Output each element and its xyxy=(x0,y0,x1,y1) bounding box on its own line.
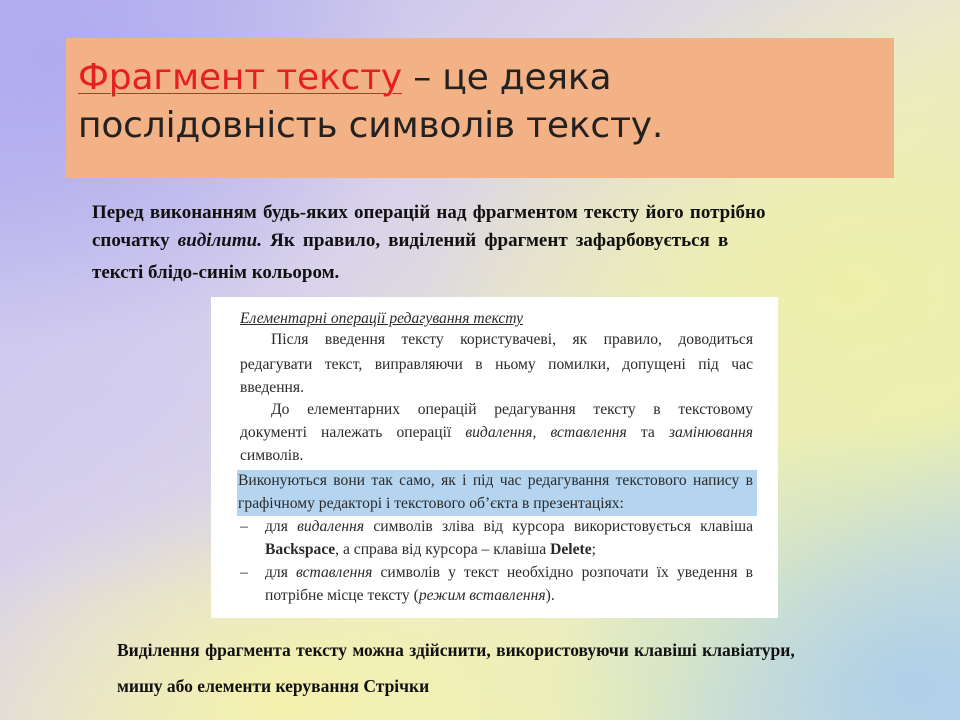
bullet-2-line2 xyxy=(240,584,753,607)
highlighted-line-2: графічному редакторі і текстового об’єкта в презентаціях: xyxy=(238,495,624,512)
slide-title xyxy=(78,54,894,150)
excerpt-p1-line3: введення. xyxy=(240,379,304,396)
title-line2: послідовність символів тексту. xyxy=(78,105,664,146)
bullet-2-line2-c: ). xyxy=(545,587,555,604)
excerpt-p2-line1: До елементарних операцій редагування тексту в текстовому xyxy=(271,401,753,418)
intro-line-2-start: спочатку xyxy=(92,230,178,251)
excerpt-p2-line3: символів. xyxy=(240,447,304,464)
title-term: Фрагмент тексту xyxy=(78,57,403,98)
p2-text-c: , xyxy=(532,424,551,441)
bullet-1-line2 xyxy=(240,538,753,561)
key-delete: Delete xyxy=(550,541,592,558)
slide-title-box xyxy=(66,38,894,178)
bullet-1-line2-b: , а справа від курсора – клавіша xyxy=(335,541,551,558)
bullet-2-term: вставлення xyxy=(296,564,373,581)
footer-line-2: мишу або елементи керування Стрічки xyxy=(117,676,430,696)
excerpt-p1-line2: редагувати текст, виправляючи в ньому помилки, допущені під час xyxy=(240,356,753,373)
textbook-excerpt xyxy=(211,297,778,618)
p2-text-a: документі належать операції xyxy=(240,424,466,441)
bullet-1-a: для xyxy=(265,518,298,535)
bullet-1-dash: – xyxy=(240,518,248,535)
bullet-2-c: символів у текст необхідно розпочати їх уведення в xyxy=(372,564,753,581)
intro-line-3: тексті блідо-синім кольором. xyxy=(92,262,340,283)
intro-emphasis: виділити. xyxy=(177,230,262,251)
title-rest-line1: – це деяка xyxy=(402,57,612,98)
bullet-2-line2-a: потрібне місце тексту ( xyxy=(265,587,419,604)
key-backspace: Backspace xyxy=(265,541,336,558)
excerpt-heading: Елементарні операції редагування тексту xyxy=(240,310,524,327)
term-insertion: вставлення xyxy=(550,424,627,441)
bullet-1-line1 xyxy=(240,515,753,538)
bullet-1-c: символів зліва від курсора використовується клавіша xyxy=(364,518,753,535)
term-replacement: замінювання xyxy=(668,424,753,441)
footer-line-1: Виділення фрагмента тексту можна здійснити, використовуючи клавіші клавіатури, xyxy=(117,640,795,660)
intro-line-1: Перед виконанням будь-яких операцій над фрагментом тексту його потрібно xyxy=(92,202,766,223)
insert-mode-term: режим вставлення xyxy=(418,587,546,604)
intro-line-2-end: Як правило, виділений фрагмент зафарбовується в xyxy=(261,230,729,251)
bullet-1-line2-d: ; xyxy=(591,541,596,558)
p2-text-e: та xyxy=(626,424,669,441)
term-deletion: видалення xyxy=(465,424,533,441)
highlighted-line-1: Виконуються вони так само, як і під час редагування текстового напису в xyxy=(238,472,753,489)
bullet-2-a: для xyxy=(265,564,297,581)
excerpt-p1-line1: Після введення тексту користувачеві, як правило, доводиться xyxy=(271,331,753,348)
bullet-2-dash: – xyxy=(240,564,248,581)
bullet-1-term: видалення xyxy=(297,518,365,535)
intro-line-2 xyxy=(92,230,728,252)
bullet-2-line1 xyxy=(240,561,753,584)
excerpt-p2-line2 xyxy=(240,421,753,444)
